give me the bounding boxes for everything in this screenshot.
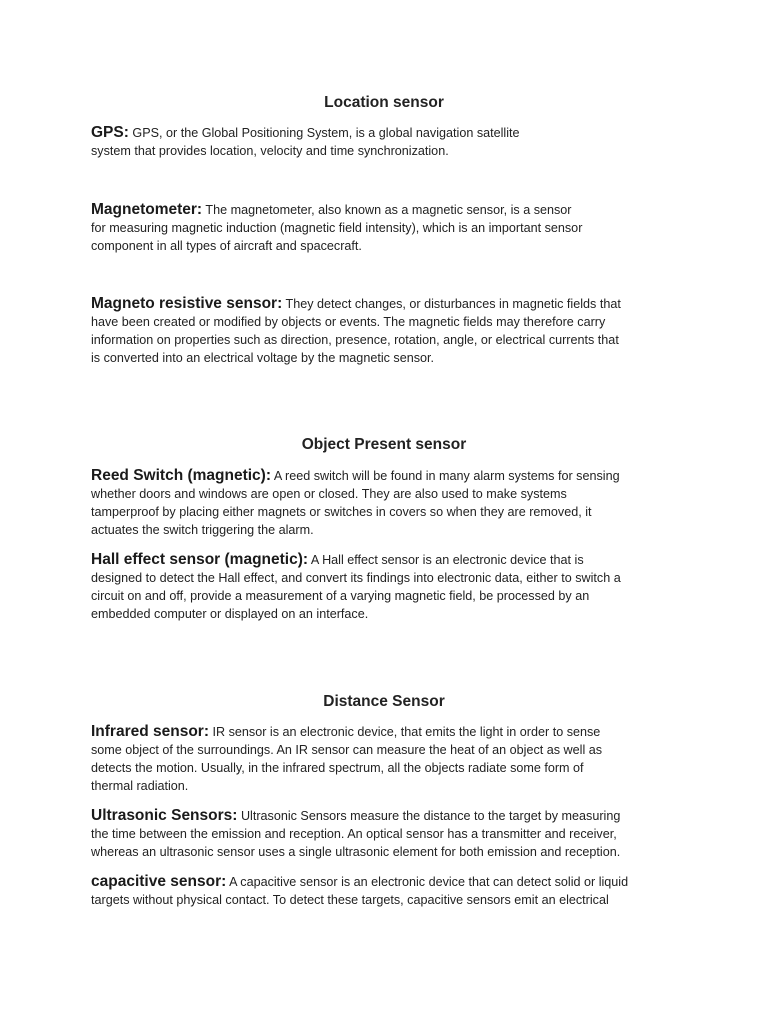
entry-line: embedded computer or displayed on an interface. (91, 607, 369, 621)
entry-text: They detect changes, or disturbances in magnetic fields that (285, 297, 621, 311)
entry-line: circuit on and off, provide a measurement of a varying magnetic field, be processed by an (91, 589, 590, 603)
entry-line: system that provides location, velocity and time synchronization. (91, 144, 449, 158)
entry-hall-effect-sensor (91, 551, 681, 623)
entry-text: A reed switch will be found in many alarm systems for sensing (273, 469, 620, 483)
entry-ultrasonic-sensors (91, 807, 681, 861)
entry-line: component in all types of aircraft and spacecraft. (91, 239, 362, 253)
entry-text: Ultrasonic Sensors measure the distance to the target by measuring (240, 809, 621, 823)
entry-text: The magnetometer, also known as a magnetic sensor, is a sensor (205, 203, 572, 217)
entry-line (91, 551, 681, 569)
entry-line (91, 201, 681, 219)
entry-line: thermal radiation. (91, 779, 189, 793)
entry-line: designed to detect the Hall effect, and convert its findings into electronic data, either to switch a (91, 571, 621, 585)
entry-line (91, 723, 681, 741)
section-heading-distance-sensor: Distance Sensor (323, 693, 445, 710)
entry-line: some object of the surroundings. An IR sensor can measure the heat of an object as well as (91, 743, 603, 757)
entry-term: Hall effect sensor (magnetic): (91, 551, 309, 568)
entry-line: whether doors and windows are open or closed. They are also used to make systems (91, 487, 567, 501)
entry-magnetometer (91, 201, 681, 255)
entry-line: is converted into an electrical voltage by the magnetic sensor. (91, 351, 435, 365)
section-heading-location-sensor: Location sensor (324, 94, 444, 111)
section-heading-object-present-sensor: Object Present sensor (301, 436, 467, 453)
entry-line (91, 807, 681, 825)
entry-text: GPS, or the Global Positioning System, is a global navigation satellite (132, 126, 520, 140)
entry-term: Ultrasonic Sensors: (91, 807, 238, 824)
entry-line (91, 124, 681, 142)
entry-term: Infrared sensor: (91, 723, 210, 740)
entry-line: information on properties such as direction, presence, rotation, angle, or electrical currents that (91, 333, 619, 347)
entry-term: Magneto resistive sensor: (91, 295, 283, 312)
entry-text: A Hall effect sensor is an electronic device that is (310, 553, 584, 567)
entry-line: for measuring magnetic induction (magnetic field intensity), which is an important sensor (91, 221, 583, 235)
entry-line: have been created or modified by objects or events. The magnetic fields may therefore carry (91, 315, 606, 329)
entry-line: tamperproof by placing either magnets or switches in covers so when they are removed, it (91, 505, 592, 519)
entry-line: actuates the switch triggering the alarm. (91, 523, 314, 537)
entry-line: whereas an ultrasonic sensor uses a single ultrasonic element for both emission and reception. (91, 845, 621, 859)
entry-line: the time between the emission and reception. An optical sensor has a transmitter and receiver, (91, 827, 617, 841)
entry-text: IR sensor is an electronic device, that emits the light in order to sense (212, 725, 601, 739)
entry-reed-switch (91, 467, 681, 539)
entry-capacitive-sensor (91, 873, 681, 909)
entry-term: GPS: (91, 124, 129, 141)
entry-line (91, 467, 681, 485)
entry-line: targets without physical contact. To detect these targets, capacitive sensors emit an electrical (91, 893, 609, 907)
entry-term: capacitive sensor: (91, 873, 227, 890)
entry-term: Magnetometer: (91, 201, 203, 218)
entry-text: A capacitive sensor is an electronic device that can detect solid or liquid (229, 875, 629, 889)
entry-line: detects the motion. Usually, in the infrared spectrum, all the objects radiate some form of (91, 761, 584, 775)
entry-term: Reed Switch (magnetic): (91, 467, 271, 484)
entry-line (91, 295, 681, 313)
entry-gps (91, 124, 681, 160)
entry-magneto-resistive-sensor (91, 295, 681, 367)
entry-infrared-sensor (91, 723, 681, 795)
entry-line (91, 873, 681, 891)
